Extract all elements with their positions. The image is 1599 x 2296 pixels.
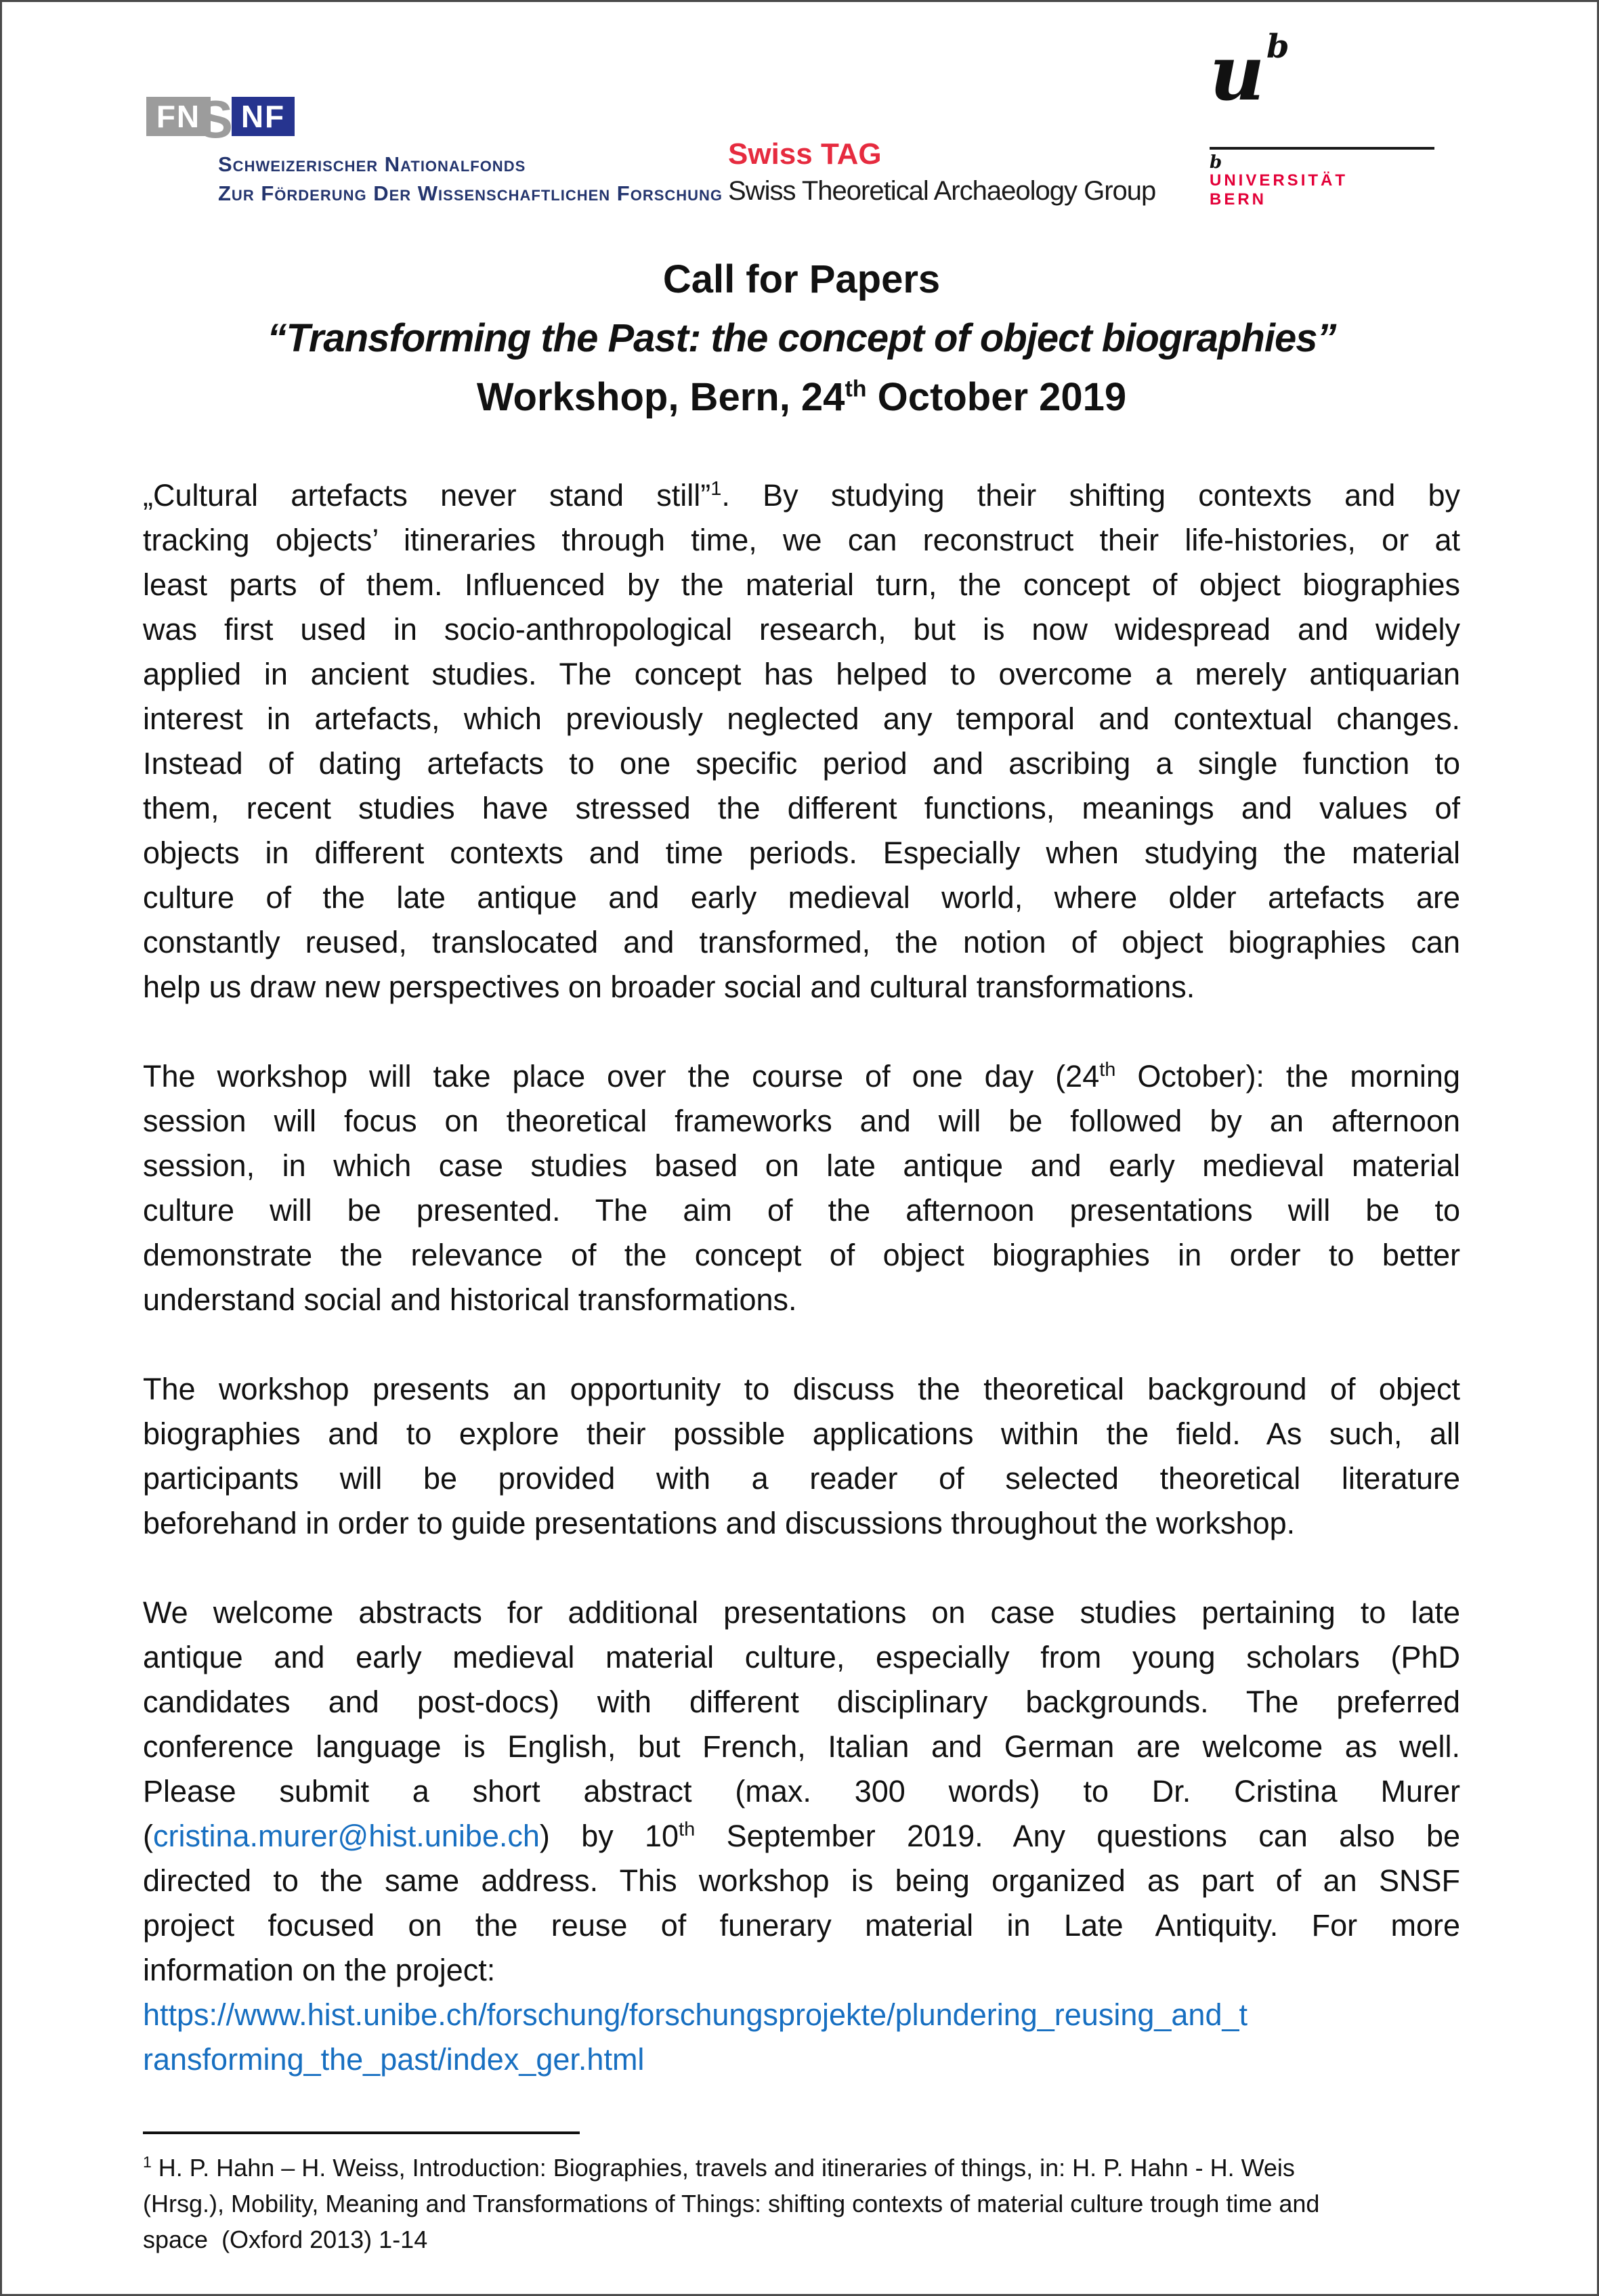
- text-line: [143, 875, 1460, 920]
- text-line: [143, 1144, 1460, 1188]
- snf-letters-fn: FN: [156, 99, 201, 134]
- text-run: culture of the late antique and early medieval world, where older artefacts are: [143, 880, 1460, 915]
- text-line: [143, 1054, 1460, 1099]
- snf-letter-s: S: [198, 89, 234, 149]
- text-line: [143, 563, 1460, 607]
- text-run: project focused on the reuse of funerary material in Late Antiquity. For more: [143, 1908, 1460, 1943]
- body-paragraph-4: [143, 1590, 1460, 2082]
- text-run: understand social and historical transformations.: [143, 1282, 797, 1317]
- text-run: space (Oxford 2013) 1-14: [143, 2226, 428, 2253]
- unibern-name-line1: UNIVERSITÄT: [1210, 171, 1348, 190]
- text-line: [143, 2150, 1460, 2186]
- text-line: [143, 920, 1460, 965]
- snf-wordmark-line2: Zur Förderung Der Wissenschaftlichen Forschung: [218, 181, 723, 205]
- text-run: constantly reused, translocated and transformed, the notion of object biographies can: [143, 925, 1460, 959]
- text-line: [143, 2186, 1460, 2222]
- footnote-ref-sup: 1: [710, 478, 722, 500]
- snf-wordmark-line1: Schweizerischer Nationalfonds: [218, 152, 526, 176]
- footnote-ref-sup: 1: [143, 2153, 152, 2171]
- text-line: [143, 1635, 1460, 1680]
- text-line: [143, 1948, 1460, 1993]
- text-run: culture will be presented. The aim of the afternoon presentations will be to: [143, 1193, 1460, 1228]
- text-line: [143, 473, 1460, 518]
- swisstag-title: Swiss TAG: [728, 137, 882, 171]
- text-line: [143, 1456, 1460, 1501]
- body-paragraph-3: [143, 1367, 1460, 1546]
- text-run: „Cultural artefacts never stand still”: [143, 478, 711, 513]
- text-run: participants will be provided with a reader of selected theoretical literature: [143, 1461, 1460, 1496]
- footnote-separator: [143, 2131, 580, 2134]
- text-run: directed to the same address. This workshop is being organized as part of an SNSF: [143, 1863, 1460, 1898]
- snf-logo-mark: [146, 89, 302, 149]
- email-link[interactable]: cristina.murer@hist.unibe.ch: [153, 1819, 540, 1853]
- text-run: antique and early medieval material culture, especially from young scholars (PhD: [143, 1640, 1460, 1674]
- text-run: conference language is English, but French, Italian and German are welcome as well.: [143, 1729, 1460, 1764]
- text-line: [143, 1099, 1460, 1144]
- text-run: was first used in socio-anthropological research, but is now widespread and widely: [143, 612, 1460, 647]
- text-run: tracking objects’ itineraries through time, we can reconstruct their life-histories, or at: [143, 523, 1460, 557]
- text-line: [143, 831, 1460, 875]
- text-run: We welcome abstracts for additional presentations on case studies pertaining to late: [143, 1595, 1460, 1630]
- date-post: October 2019: [866, 375, 1127, 419]
- text-run: ) by 10: [539, 1819, 679, 1853]
- text-line: [143, 1412, 1460, 1456]
- url-link[interactable]: https://www.hist.unibe.ch/forschung/forschungsprojekte/plundering_reusing_and_t: [143, 1997, 1248, 2032]
- text-line: [143, 741, 1460, 786]
- text-line: [143, 518, 1460, 563]
- text-line: [143, 1903, 1460, 1948]
- footnote: [143, 2150, 1460, 2257]
- text-line: [143, 786, 1460, 831]
- text-line: [143, 1680, 1460, 1725]
- text-run: The workshop presents an opportunity to discuss the theoretical background of object: [143, 1372, 1460, 1406]
- text-run: applied in ancient studies. The concept has helped to overcome a merely antiquarian: [143, 657, 1460, 691]
- text-run: Please submit a short abstract (max. 300 words) to Dr. Cristina Murer: [143, 1774, 1460, 1808]
- unibern-name-line2: BERN: [1210, 190, 1267, 209]
- text-run: help us draw new perspectives on broader social and cultural transformations.: [143, 970, 1195, 1004]
- text-line: [143, 652, 1460, 697]
- text-line: [143, 2222, 1460, 2257]
- text-run: demonstrate the relevance of the concept of object biographies in order to better: [143, 1238, 1460, 1272]
- unibern-logo: [1210, 28, 1467, 209]
- text-line: [143, 1278, 1460, 1322]
- workshop-date-line: [143, 368, 1460, 427]
- text-line: [143, 1993, 1460, 2037]
- text-run: beforehand in order to guide presentations and discussions throughout the workshop.: [143, 1506, 1296, 1540]
- footnote-ref-sup: th: [679, 1819, 696, 1840]
- text-line: [143, 1367, 1460, 1412]
- text-run: biographies and to explore their possible applications within the field. As such, all: [143, 1416, 1460, 1451]
- text-line: [143, 1590, 1460, 1635]
- snf-wordmark: [218, 150, 723, 208]
- text-run: The workshop will take place over the course of one day (24: [143, 1059, 1100, 1093]
- text-run: session, in which case studies based on late antique and early medieval material: [143, 1148, 1460, 1183]
- text-line: [143, 1725, 1460, 1769]
- swisstag-subtitle: Swiss Theoretical Archaeology Group: [728, 176, 1156, 206]
- text-line: [143, 1188, 1460, 1233]
- snf-logo: [146, 89, 729, 212]
- body-paragraph-2: [143, 1054, 1460, 1322]
- text-run: interest in artefacts, which previously neglected any temporal and contextual changes.: [143, 701, 1460, 736]
- unibern-u-glyph: u: [1210, 29, 1265, 118]
- text-run: least parts of them. Influenced by the material turn, the concept of object biographies: [143, 567, 1460, 602]
- workshop-subtitle: “Transforming the Past: the concept of object biographies”: [267, 316, 1336, 360]
- text-run: September 2019. Any questions can also be: [695, 1819, 1460, 1853]
- snf-blue-box: [232, 97, 295, 136]
- footnote-ref-sup: th: [1099, 1059, 1116, 1081]
- date-pre: Workshop, Bern, 24: [476, 375, 845, 419]
- text-run: H. P. Hahn – H. Weiss, Introduction: Biographies, travels and itineraries of things, in: H. P. Hahn - H. Weis: [151, 2154, 1295, 2182]
- text-line: [143, 1233, 1460, 1278]
- snf-letters-nf: NF: [240, 99, 286, 134]
- unibern-rule: [1210, 147, 1434, 150]
- text-line: [143, 965, 1460, 1010]
- date-ordinal-sup: th: [845, 376, 867, 402]
- title-block: [143, 250, 1460, 427]
- unibern-sup-b-glyph: b: [1266, 28, 1289, 66]
- swisstag-logo: [728, 139, 1155, 207]
- text-run: Instead of dating artefacts to one specific period and ascribing a single function to: [143, 746, 1460, 781]
- text-run: . By studying their shifting contexts and by: [721, 478, 1460, 513]
- text-line: [143, 607, 1460, 652]
- text-run: objects in different contexts and time periods. Especially when studying the material: [143, 836, 1460, 870]
- text-run: them, recent studies have stressed the different functions, meanings and values of: [143, 791, 1460, 825]
- text-line: [143, 1814, 1460, 1859]
- text-run: session will focus on theoretical frameworks and will be followed by an afternoon: [143, 1104, 1460, 1138]
- text-line: [143, 1501, 1460, 1546]
- text-run: (: [143, 1819, 153, 1853]
- text-run: candidates and post-docs) with different disciplinary backgrounds. The preferred: [143, 1685, 1460, 1719]
- unibern-small-b: b: [1210, 152, 1222, 173]
- unibern-logo-mark: [1210, 28, 1467, 118]
- text-run: information on the project:: [143, 1953, 496, 1987]
- text-run: (Hrsg.), Mobility, Meaning and Transformations of Things: shifting contexts of material culture trough time and: [143, 2190, 1320, 2217]
- url-link[interactable]: ransforming_the_past/index_ger.html: [143, 2042, 645, 2077]
- text-line: [143, 2037, 1460, 2082]
- text-run: October): the morning: [1115, 1059, 1460, 1093]
- body-paragraph-1: [143, 473, 1460, 1010]
- text-line: [143, 1859, 1460, 1903]
- page-title: Call for Papers: [662, 257, 941, 301]
- text-line: [143, 1769, 1460, 1814]
- text-line: [143, 697, 1460, 741]
